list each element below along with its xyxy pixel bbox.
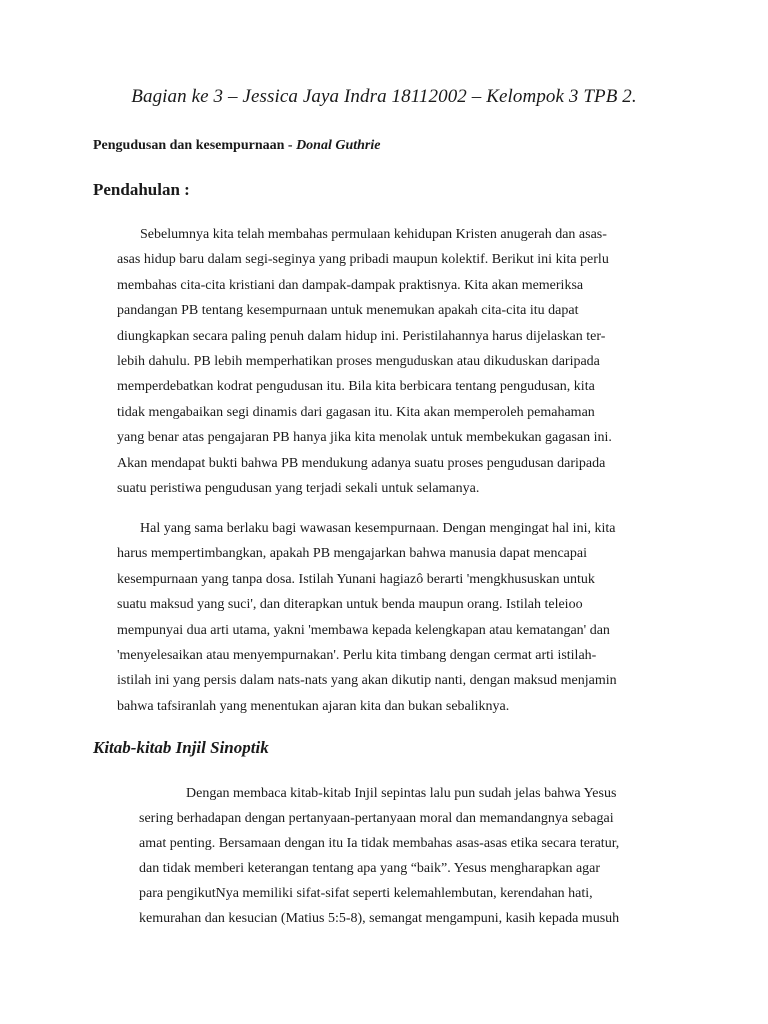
text-line: dan tidak memberi keterangan tentang apa yang “baik”. Yesus mengharapkan agar [139, 861, 601, 876]
text-line: amat penting. Bersamaan dengan itu Ia tidak membahas asas-asas etika secara teratur, [139, 836, 620, 851]
text-line: harus mempertimbangkan, apakah PB mengajarkan bahwa manusia dapat mencapai [117, 546, 587, 562]
text-line: istilah ini yang persis dalam nats-nats yang akan dikutip nanti, dengan maksud menjamin [117, 673, 617, 689]
text-line: diungkapkan secara paling penuh dalam hidup ini. Peristilahannya harus dijelaskan ter- [117, 328, 606, 344]
text-line: suatu maksud yang suci', dan diterapkan untuk benda maupun orang. Istilah teleioo [117, 597, 583, 613]
text-line: suatu peristiwa pengudusan yang terjadi sekali untuk selamanya. [117, 481, 480, 497]
text-line: membahas cita-cita kristiani dan dampak-dampak praktisnya. Kita akan memeriksa [117, 277, 584, 293]
text-line: sering berhadapan dengan pertanyaan-pertanyaan moral dan memandangnya sebagai [139, 811, 614, 826]
text-line: pandangan PB tentang kesempurnaan untuk menemukan apakah cita-cita itu dapat [117, 303, 579, 319]
text-line: yang benar atas pengajaran PB hanya jika kita menolak untuk membekukan gagasan ini. [117, 430, 612, 446]
text-line: kesempurnaan yang tanpa dosa. Istilah Yunani hagiazô berarti 'mengkhususkan untuk [117, 571, 595, 587]
text-line: memperdebatkan kodrat pengudusan itu. Bila kita berbicara tentang pengudusan, kita [117, 379, 595, 395]
document-title: Bagian ke 3 – Jessica Jaya Indra 18112002 – Kelompok 3 TPB 2. [131, 86, 637, 107]
document-subtitle [93, 138, 380, 154]
text-line: Akan mendapat bukti bahwa PB mendukung adanya suatu proses pengudusan daripada [117, 455, 606, 471]
text-line: tidak mengabaikan segi dinamis dari gagasan itu. Kita akan memperoleh pemahaman [117, 404, 595, 420]
paragraph-synoptic-1 [139, 781, 619, 931]
paragraph-intro-2 [117, 516, 617, 719]
paragraph-intro-1 [117, 222, 612, 501]
text-line: Hal yang sama berlaku bagi wawasan kesempurnaan. Dengan mengingat hal ini, kita [140, 521, 616, 536]
subtitle-main: Pengudusan dan kesempurnaan - [93, 138, 297, 153]
text-line: Dengan membaca kitab-kitab Injil sepintas lalu pun sudah jelas bahwa Yesus [186, 786, 617, 801]
text-line: mempunyai dua arti utama, yakni 'membawa kepada kelengkapan atau kematangan' dan [117, 622, 610, 638]
text-line: 'menyelesaikan atau menyempurnakan'. Perlu kita timbang dengan cermat arti istilah- [117, 648, 597, 664]
subtitle-author: Donal Guthrie [296, 138, 381, 153]
text-line: lebih dahulu. PB lebih memperhatikan proses menguduskan atau dikuduskan daripada [117, 354, 600, 370]
heading-introduction: Pendahulan : [93, 180, 190, 199]
text-line: bahwa tafsiranlah yang menentukan ajaran kita dan bukan sebaliknya. [117, 698, 510, 714]
text-line: Sebelumnya kita telah membahas permulaan kehidupan Kristen anugerah dan asas- [140, 227, 607, 242]
text-line: kemurahan dan kesucian (Matius 5:5-8), semangat mengampuni, kasih kepada musuh [139, 911, 620, 926]
text-line: asas hidup baru dalam segi-seginya yang pribadi maupun kolektif. Berikut ini kita perlu [117, 252, 609, 268]
text-line: para pengikutNya memiliki sifat-sifat seperti kelemahlembutan, kerendahan hati, [139, 886, 593, 901]
heading-synoptic-gospels: Kitab-kitab Injil Sinoptik [93, 738, 269, 757]
